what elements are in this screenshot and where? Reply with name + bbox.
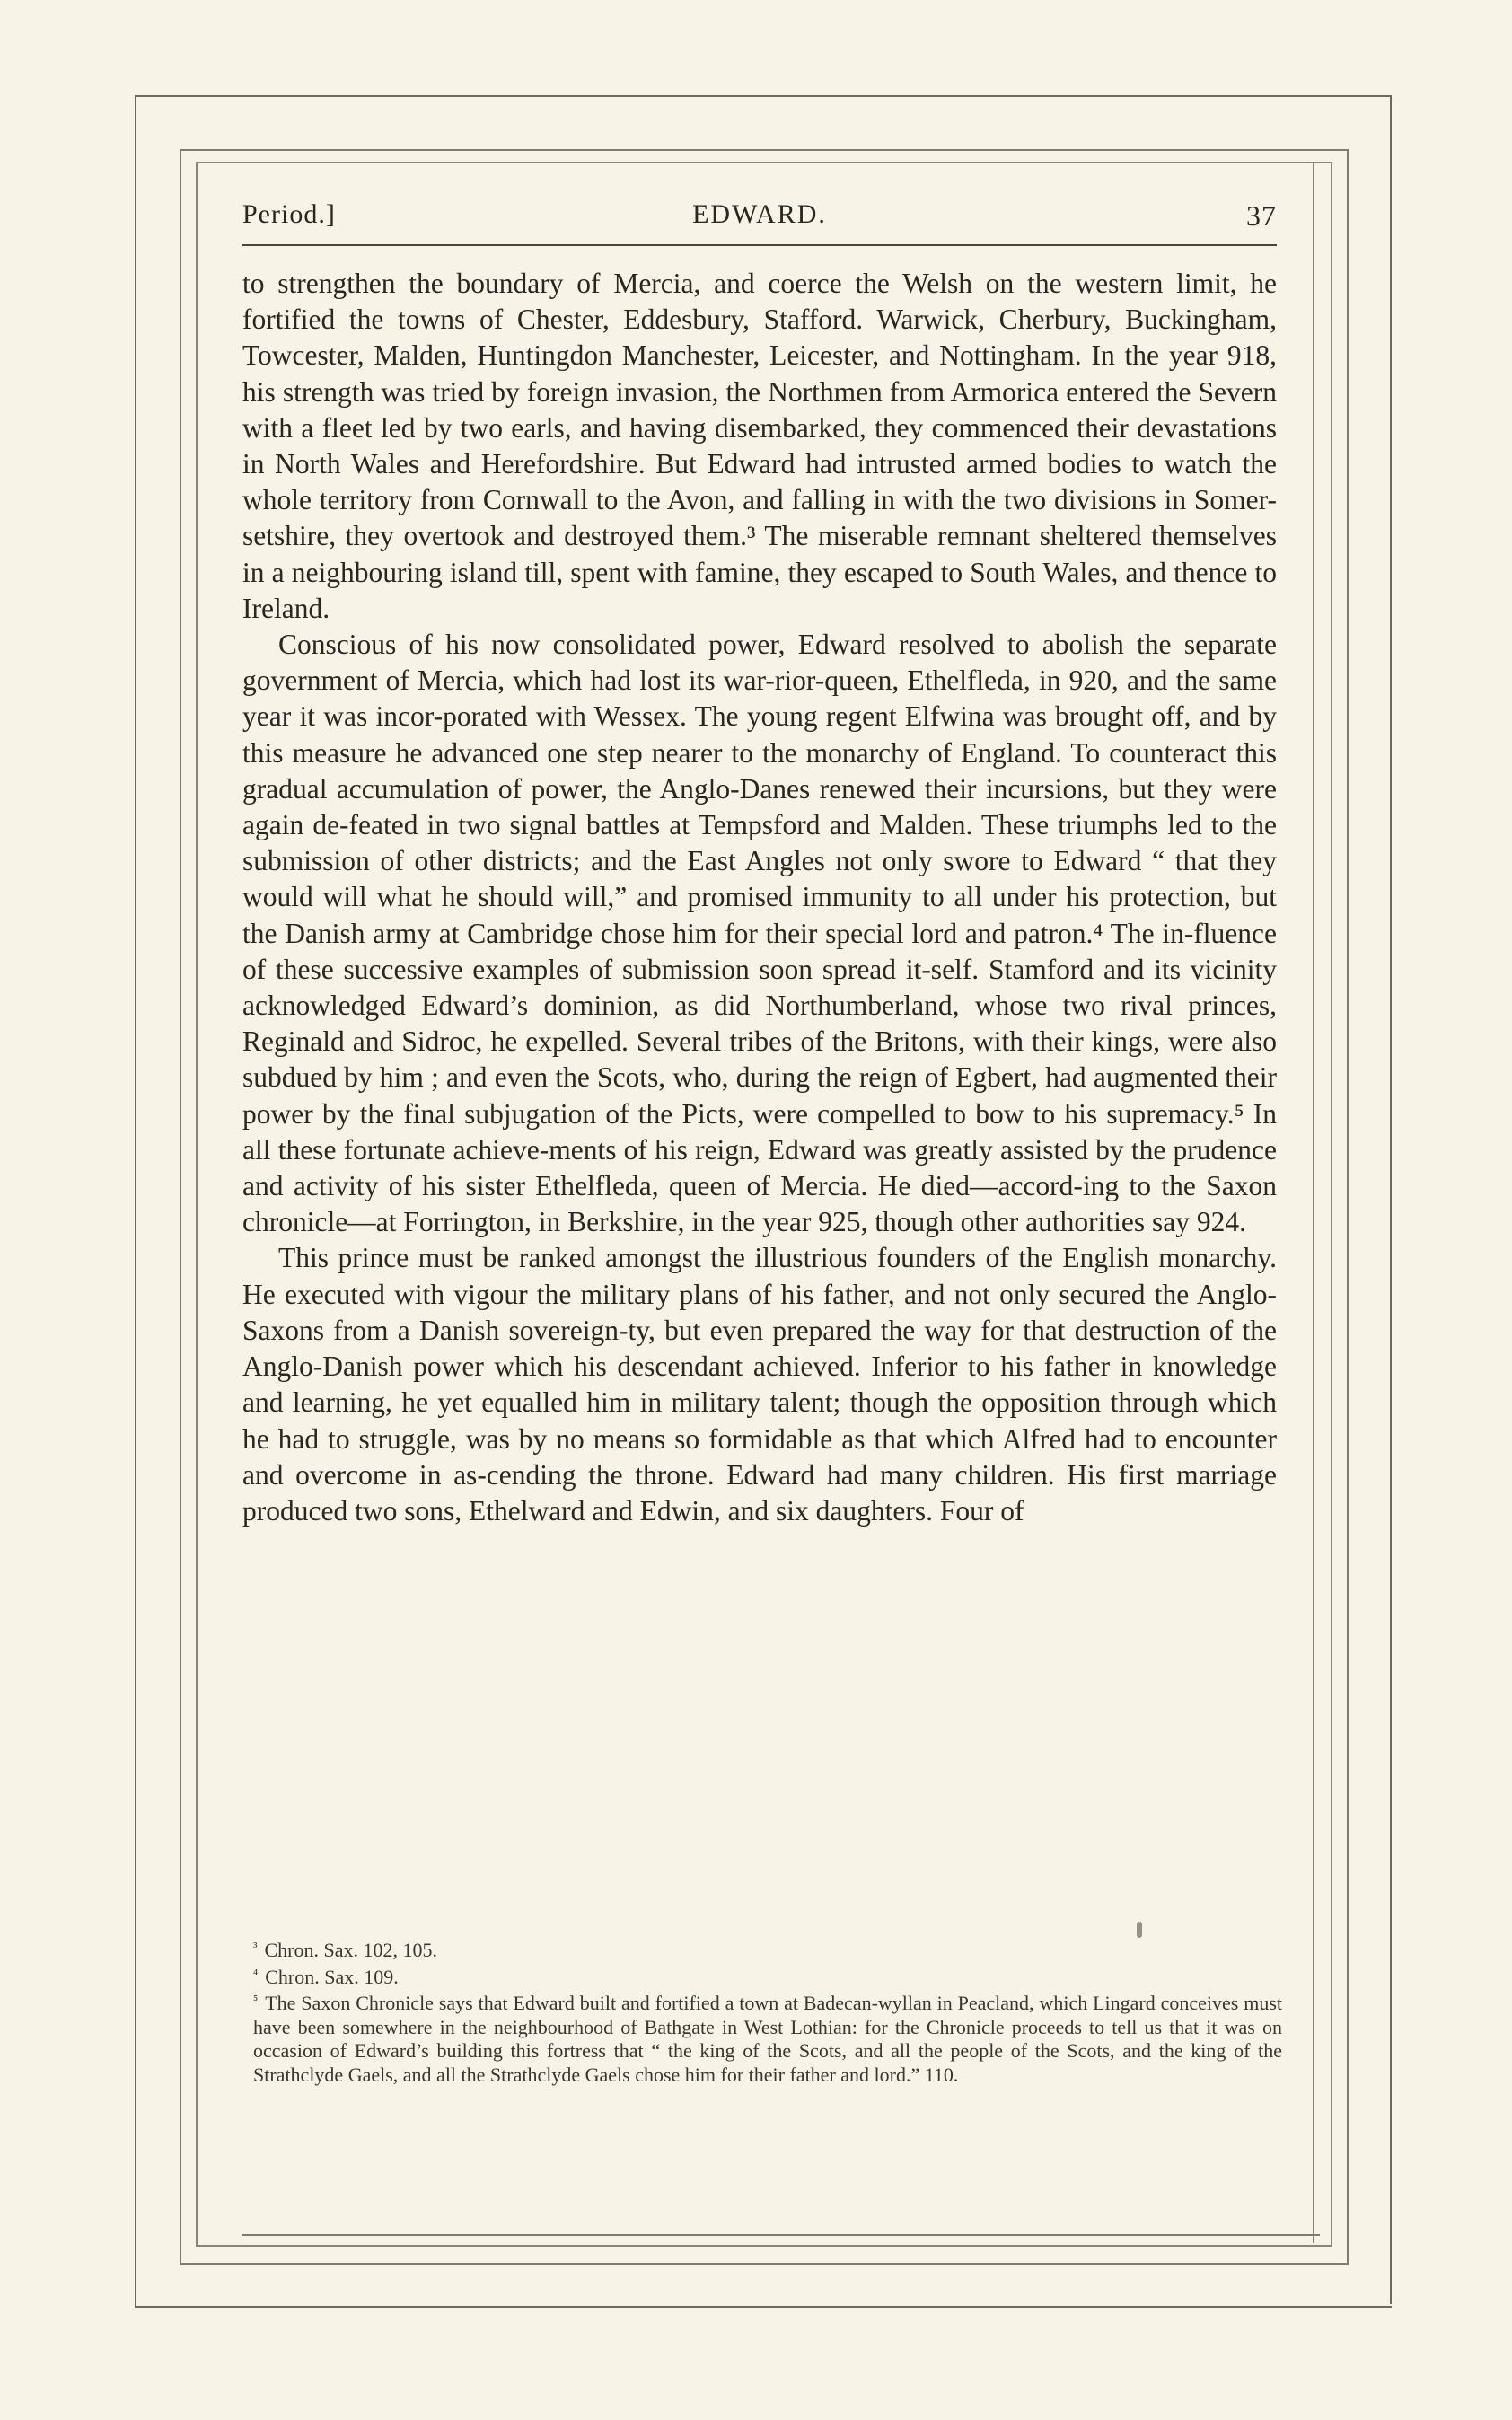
body-text [242,266,1277,1529]
page-number: 37 [1246,199,1277,232]
header-rule [242,244,1277,246]
footnote-3 [253,1936,1282,1963]
footnote-5 [253,1989,1282,2087]
bottom-rule [242,2234,1320,2236]
footnote-mark: ³ [253,1940,258,1955]
footnotes [253,1936,1282,2087]
paragraph-1: to strengthen the boundary of Mercia, and coerce the Welsh on the western limit, he fortified the towns of Chester, Eddesbury, Stafford. Warwick, Cherbury, Buckingham, Towcester, Malden, Huntingdon Manchester, Leicester, and Nottingham. In the year 918, his strength was tried by foreign invasion, the Northmen from Armorica entered the Severn with a fleet led by two earls, and having disembarked, they commenced their devastations in North Wales and Herefordshire. But Edward had intrusted armed bodies to watch the whole territory from Cornwall to the Avon, and falling in with the two divisions in Somer-setshire, they overtook and destroyed them.³ The miserable remnant sheltered themselves in a neighbouring island till, spent with famine, they escaped to South Wales, and thence to Ireland. [242,268,1277,624]
header-title: EDWARD. [692,199,827,229]
footnote-text: Chron. Sax. 109. [265,1965,399,1988]
header-section-label: Period.] [242,199,336,229]
outer-page-frame-right-edge [1390,95,1395,2304]
inner-page-frame-right-rule [1313,162,1314,2243]
footnote-text: The Saxon Chronicle says that Edward built and fortified a town at Badecan-wyllan in Peacland, which Lingard conceives must have been somewhere in the neighbourhood of Bathgate in West Lothian: for the Chronicle proceeds to tell us that it was on occasion of Edward’s building this fortress that “ the king of the Scots, and all the people of the Scots, and the king of the Strathclyde Gaels, and all the Strathclyde Gaels chose him for their father and lord.” 110. [253,1992,1282,2086]
footnote-text: Chron. Sax. 102, 105. [264,1939,437,1961]
footnote-mark: ⁵ [253,1993,259,2008]
running-header [242,199,1277,244]
paragraph-2: Conscious of his now consolidated power, Edward resolved to abolish the separate government of Mercia, which had lost its war-rior-queen, Ethelfleda, in 920, and the same year it was incor-porated with Wessex. The young regent Elfwina was brought off, and by this measure he advanced one step nearer to the monarchy of England. To counteract this gradual accumulation of power, the Anglo-Danes renewed their incursions, but they were again de-feated in two signal battles at Tempsford and Malden. These triumphs led to the submission of other districts; and the East Angles not only swore to Edward “ that they would will what he should will,” and promised immunity to all under his protection, but the Danish army at Cambridge chose him for their special lord and patron.⁴ The in-fluence of these successive examples of submission soon spread it-self. Stamford and its vicinity acknowledged Edward’s dominion, as did Northumberland, whose two rival princes, Reginald and Sidroc, he expelled. Several tribes of the Britons, with their kings, were also subdued by him ; and even the Scots, who, during the reign of Egbert, had augmented their power by the final subjugation of the Picts, were compelled to bow to his supremacy.⁵ In all these fortunate achieve-ments of his reign, Edward was greatly assisted by the prudence and activity of his sister Ethelfleda, queen of Mercia. He died—accord-ing to the Saxon chronicle—at Forrington, in Berkshire, in the year 925, though other authorities say 924. [242,629,1277,1238]
paragraph-3: This prince must be ranked amongst the illustrious founders of the English monarchy. He executed with vigour the military plans of his father, and not only secured the Anglo-Saxons from a Danish sovereign-ty, but even prepared the way for that destruction of the Anglo-Danish power which his descendant achieved. Inferior to his father in knowledge and learning, he yet equalled him in military talent; though the opposition through which he had to struggle, was by no means so formidable as that which Alfred had to encounter and overcome in as-cending the throne. Edward had many children. His first marriage produced two sons, Ethelward and Edwin, and six daughters. Four of [242,1242,1277,1527]
footnote-4 [253,1963,1282,1990]
footnote-mark: ⁴ [253,1967,259,1982]
